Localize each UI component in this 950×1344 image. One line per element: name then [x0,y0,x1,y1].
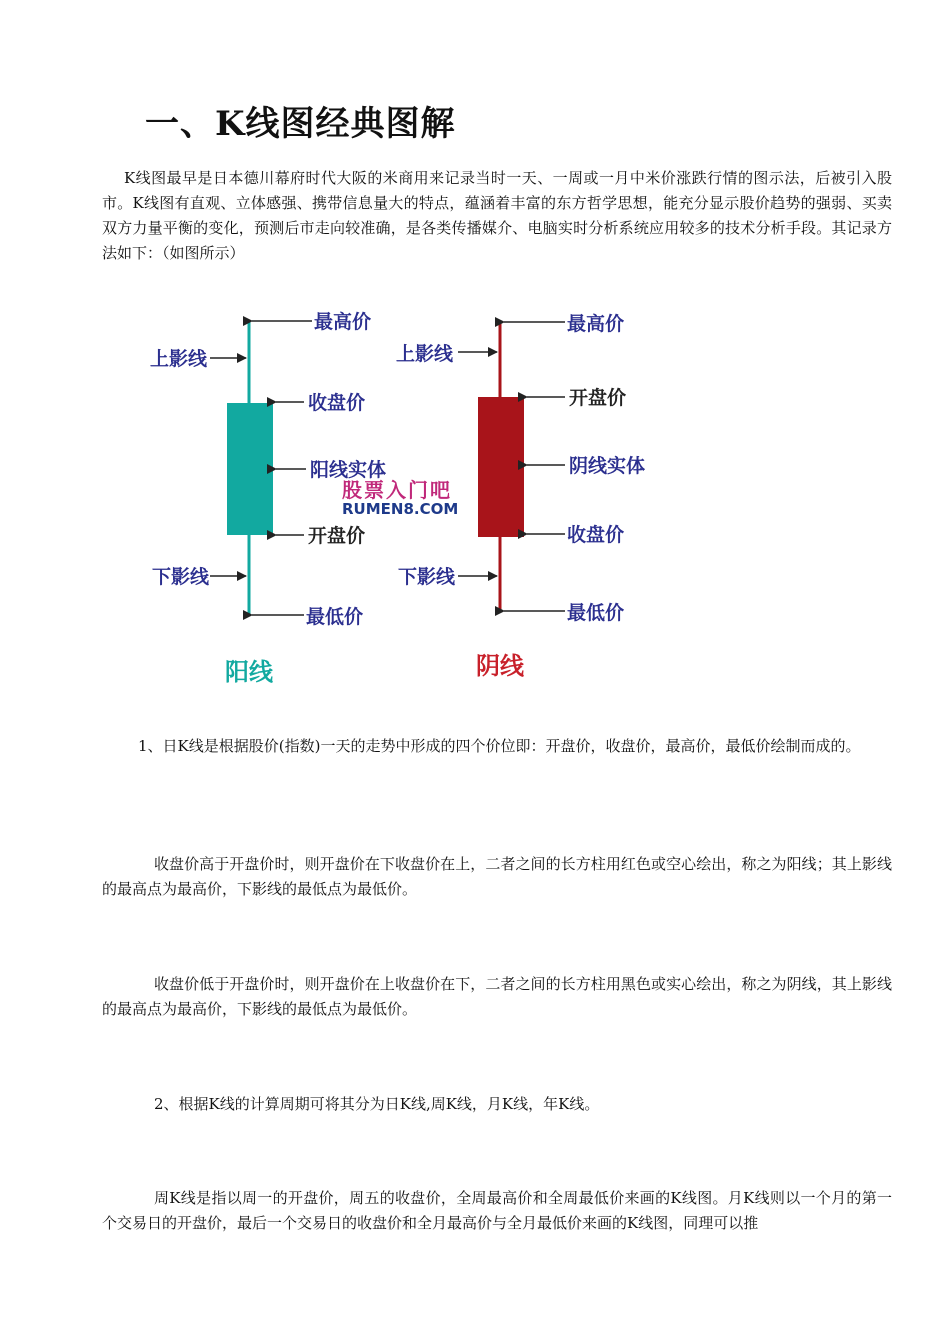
yang-open-label: 开盘价 [308,525,366,547]
yin-body [478,397,524,537]
candlestick-diagram [0,290,950,710]
intro-paragraph: K线图最早是日本德川幕府时代大阪的米商用来记录当时一天、一周或一月中米价涨跌行情的图示法，后被引入股市。K线图有直观、立体感强、携带信息量大的特点，蕴涵着丰富的东方哲学思想，能充分显示股价趋势的强弱、买卖双方力量平衡的变化，预测后市走向较准确，是各类传播媒介、电脑实时分析系统应用较多的技术分析手段。其记录方法如下：（如图所示） [102,169,892,262]
yin-line-paragraph: 收盘价低于开盘价时，则开盘价在上收盘价在下，二者之间的长方柱用黑色或实心绘出，称之为阴线，其上影线的最高点为最高价，下影线的最低点为最低价。 [102,975,892,1018]
page-title: 一、K线图经典图解 [145,104,456,144]
yang-low-label: 最低价 [306,606,364,628]
yang-body-label: 阳线实体 [310,459,387,481]
weekly-k-paragraph: 周K线是指以周一的开盘价，周五的收盘价，全周最高价和全周最低价来画的K线图。月K线则以一个月的第一个交易日的开盘价，最后一个交易日的收盘价和全月最高价与全月最低价来画的K线图，同理可以推 [102,1189,892,1232]
yin-caption: 阴线 [476,652,524,680]
yang-upper-shadow-label: 上影线 [150,348,208,370]
yang-candle [227,322,273,616]
yin-body-label: 阴线实体 [569,455,646,477]
yin-lower-shadow-label: 下影线 [398,566,456,588]
yin-open-label: 开盘价 [569,387,627,409]
yin-upper-shadow-label: 上影线 [396,343,454,365]
yang-caption: 阳线 [225,658,273,686]
yin-high-label: 最高价 [567,313,625,335]
yin-close-label: 收盘价 [567,524,625,546]
daily-k-paragraph: 1、日K线是根据股价(指数)一天的走势中形成的四个价位即：开盘价，收盘价，最高价，最低价绘制而成的。 [138,737,861,755]
yang-lower-shadow-label: 下影线 [152,566,210,588]
yang-line-paragraph: 收盘价高于开盘价时，则开盘价在下收盘价在上，二者之间的长方柱用红色或空心绘出，称之为阳线；其上影线的最高点为最高价，下影线的最低点为最低价。 [102,855,892,898]
watermark-cn: 股票入门吧 [342,478,452,502]
yin-low-label: 最低价 [567,602,625,624]
yang-body [227,403,273,535]
period-paragraph: 2、根据K线的计算周期可将其分为日K线,周K线，月K线，年K线。 [154,1095,600,1113]
yin-candle [478,322,524,612]
yang-high-label: 最高价 [314,311,372,333]
yang-close-label: 收盘价 [308,392,366,414]
watermark-en: RUMEN8.COM [342,500,459,518]
